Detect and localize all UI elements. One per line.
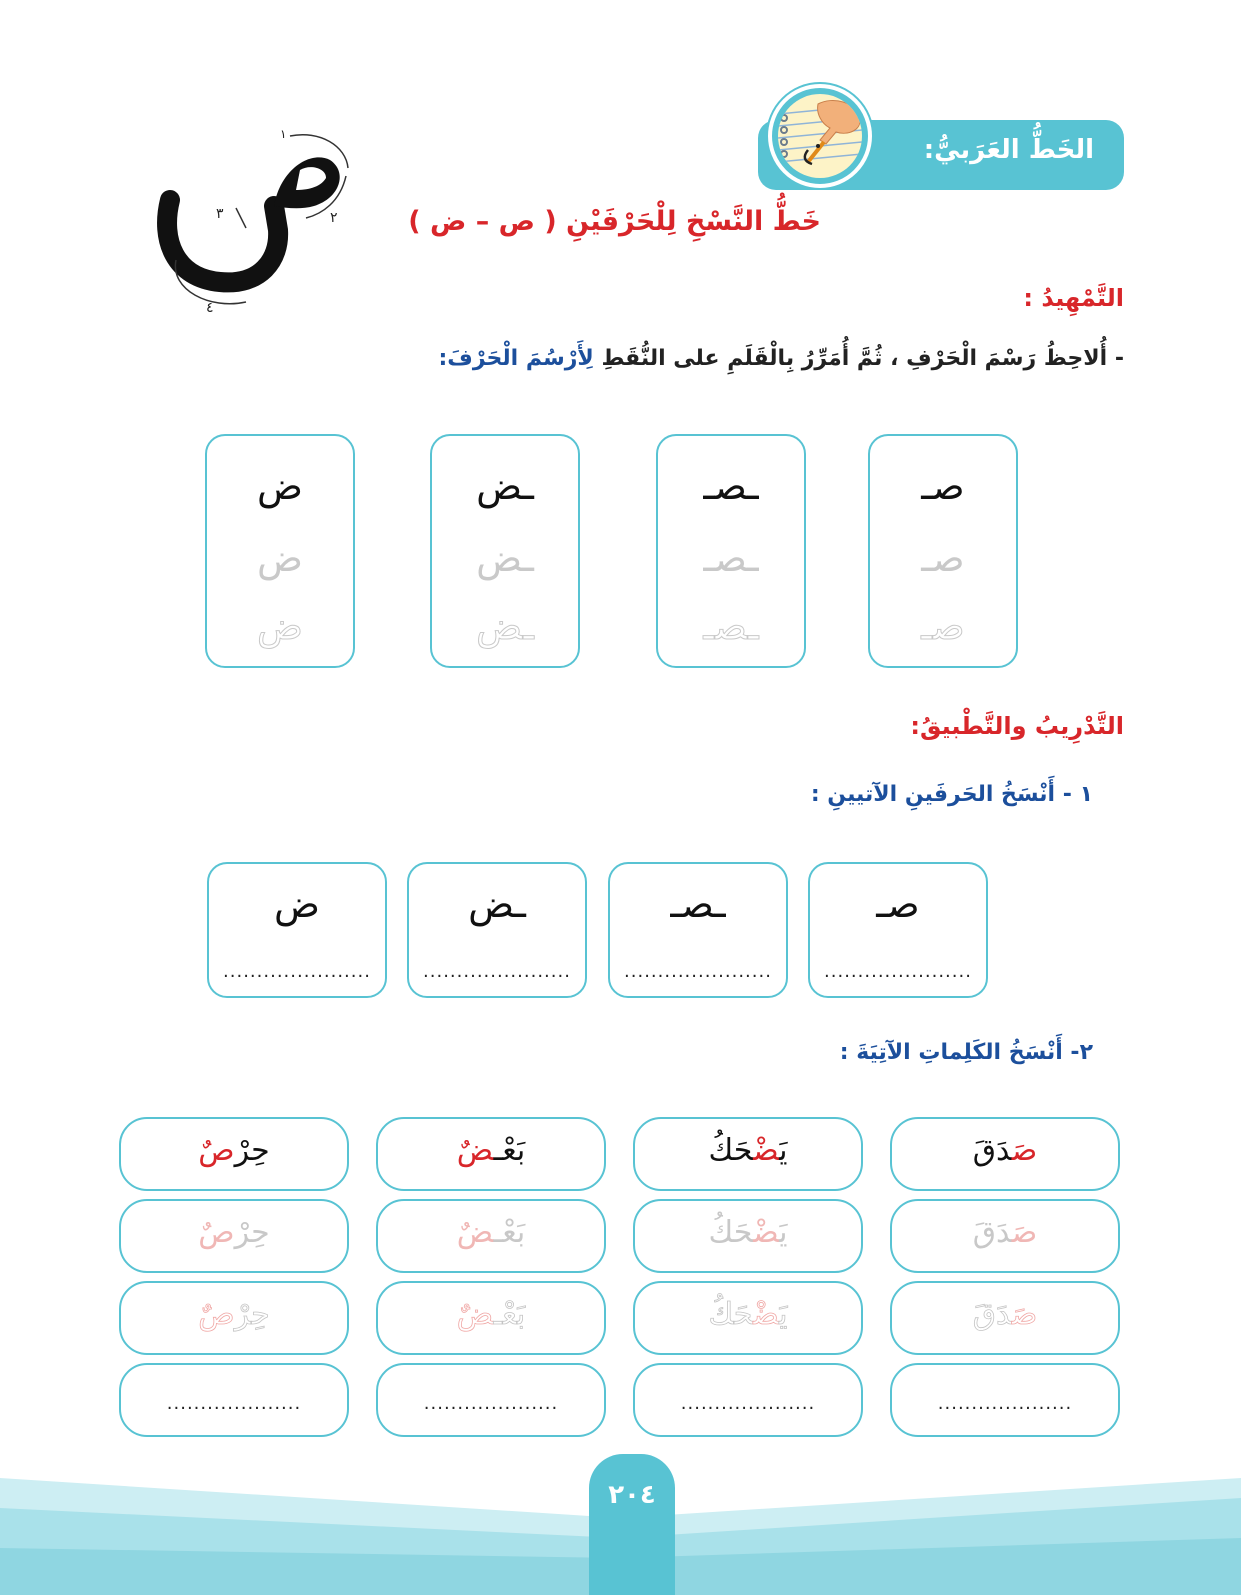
word-box-faint bbox=[633, 1199, 863, 1273]
word-hirsun: حِرْصٌ bbox=[198, 1133, 270, 1168]
writing-line[interactable]: .................... bbox=[680, 1393, 816, 1414]
word-sadaqa: صَدَقَ bbox=[972, 1215, 1038, 1250]
word-badun: بَعْـضٌ bbox=[456, 1215, 526, 1250]
copy-card-2[interactable] bbox=[608, 862, 788, 998]
writing-line[interactable]: .................... bbox=[166, 1393, 302, 1414]
copy-card-4[interactable] bbox=[207, 862, 387, 998]
practice-heading: التَّدْرِيبُ والتَّطْبيقُ: bbox=[910, 712, 1124, 740]
word-box-dotted[interactable] bbox=[890, 1281, 1120, 1355]
trace-card-2 bbox=[656, 434, 806, 668]
copy-card-3[interactable] bbox=[407, 862, 587, 998]
letter-form-dotted[interactable]: صـ bbox=[921, 604, 965, 648]
word-box-solid bbox=[890, 1117, 1120, 1191]
lesson-title: خَطُّ النَّسْخِ لِلْحَرْفَيْنِ ( ص – ض ) bbox=[408, 206, 821, 237]
intro-instruction bbox=[439, 346, 1125, 371]
writing-hand-icon bbox=[768, 84, 872, 188]
task-2-instruction: ٢- أَنْسَخُ الكَلِماتِ الآتِيَةَ : bbox=[839, 1040, 1093, 1065]
word-box-blank[interactable] bbox=[119, 1363, 349, 1437]
word-box-blank[interactable] bbox=[890, 1363, 1120, 1437]
calligraphy-letter-illustration bbox=[150, 110, 370, 330]
word-hirsun[interactable]: حِرْصٌ bbox=[198, 1297, 270, 1332]
writing-line[interactable]: .................... bbox=[937, 1393, 1073, 1414]
stroke-number-3: ٣ bbox=[216, 206, 224, 222]
letter-form-faint: صـ bbox=[921, 536, 965, 580]
letter-form-faint: ـض bbox=[476, 536, 534, 580]
intro-instruction-suffix: لِأَرْسُمَ الْحَرْفَ: bbox=[438, 346, 594, 371]
letter-form-solid: ـصـ bbox=[670, 882, 726, 926]
letter-form-dotted[interactable]: ض bbox=[257, 604, 303, 648]
section-header-label: الخَطُّ العَرَبيُّ: bbox=[923, 135, 1094, 165]
word-box-faint bbox=[890, 1199, 1120, 1273]
word-box-solid bbox=[376, 1117, 606, 1191]
word-box-faint bbox=[376, 1199, 606, 1273]
word-yadhaku: يَضْحَكُ bbox=[708, 1133, 788, 1168]
writing-line[interactable]: ...................... bbox=[423, 961, 571, 982]
stroke-number-4: ٤ bbox=[206, 300, 214, 316]
word-hirsun: حِرْصٌ bbox=[198, 1215, 270, 1250]
letter-form-dotted[interactable]: ـض bbox=[476, 604, 534, 648]
letter-form-solid: ـصـ bbox=[703, 464, 759, 508]
writing-line[interactable]: ...................... bbox=[624, 961, 772, 982]
word-box-faint bbox=[119, 1199, 349, 1273]
trace-card-1 bbox=[868, 434, 1018, 668]
page-number: ٢٠٤ bbox=[608, 1480, 656, 1510]
writing-line[interactable]: ...................... bbox=[824, 961, 972, 982]
writing-line[interactable]: .................... bbox=[423, 1393, 559, 1414]
task-1-instruction: ١ - أَنْسَخُ الحَرفَينِ الآتيينِ : bbox=[810, 782, 1093, 807]
letter-form-dotted[interactable]: ـصـ bbox=[703, 604, 759, 648]
stroke-number-1: ١ bbox=[280, 127, 287, 141]
word-sadaqa[interactable]: صَدَقَ bbox=[972, 1297, 1038, 1332]
page-number-tab bbox=[589, 1454, 675, 1595]
letter-form-solid: ض bbox=[257, 464, 303, 508]
intro-instruction-prefix: - أُلاحِظُ رَسْمَ الْحَرْفِ ، ثُمَّ أُمَرِّرُ بِالْقَلَمِ على النُّقَطِ bbox=[601, 346, 1124, 371]
word-yadhaku[interactable]: يَضْحَكُ bbox=[708, 1297, 788, 1332]
letter-form-solid: صـ bbox=[921, 464, 965, 508]
intro-heading: التَّمْهِيدُ : bbox=[1023, 284, 1124, 312]
word-sadaqa: صَدَقَ bbox=[972, 1133, 1038, 1168]
word-box-dotted[interactable] bbox=[376, 1281, 606, 1355]
word-box-dotted[interactable] bbox=[119, 1281, 349, 1355]
trace-card-4 bbox=[205, 434, 355, 668]
writing-line[interactable]: ...................... bbox=[223, 961, 371, 982]
letter-form-faint: ـصـ bbox=[703, 536, 759, 580]
letter-form-solid: ض bbox=[274, 882, 320, 926]
copy-card-1[interactable] bbox=[808, 862, 988, 998]
word-box-solid bbox=[633, 1117, 863, 1191]
word-badun[interactable]: بَعْـضٌ bbox=[456, 1297, 526, 1332]
letter-form-faint: ض bbox=[257, 536, 303, 580]
stroke-number-2: ٢ bbox=[330, 210, 338, 226]
letter-form-solid: ـض bbox=[476, 464, 534, 508]
letter-form-solid: صـ bbox=[876, 882, 920, 926]
word-yadhaku: يَضْحَكُ bbox=[708, 1215, 788, 1250]
letter-form-solid: ـض bbox=[468, 882, 526, 926]
word-box-blank[interactable] bbox=[376, 1363, 606, 1437]
word-box-dotted[interactable] bbox=[633, 1281, 863, 1355]
word-box-blank[interactable] bbox=[633, 1363, 863, 1437]
word-badun: بَعْـضٌ bbox=[456, 1133, 526, 1168]
trace-card-3 bbox=[430, 434, 580, 668]
word-box-solid bbox=[119, 1117, 349, 1191]
